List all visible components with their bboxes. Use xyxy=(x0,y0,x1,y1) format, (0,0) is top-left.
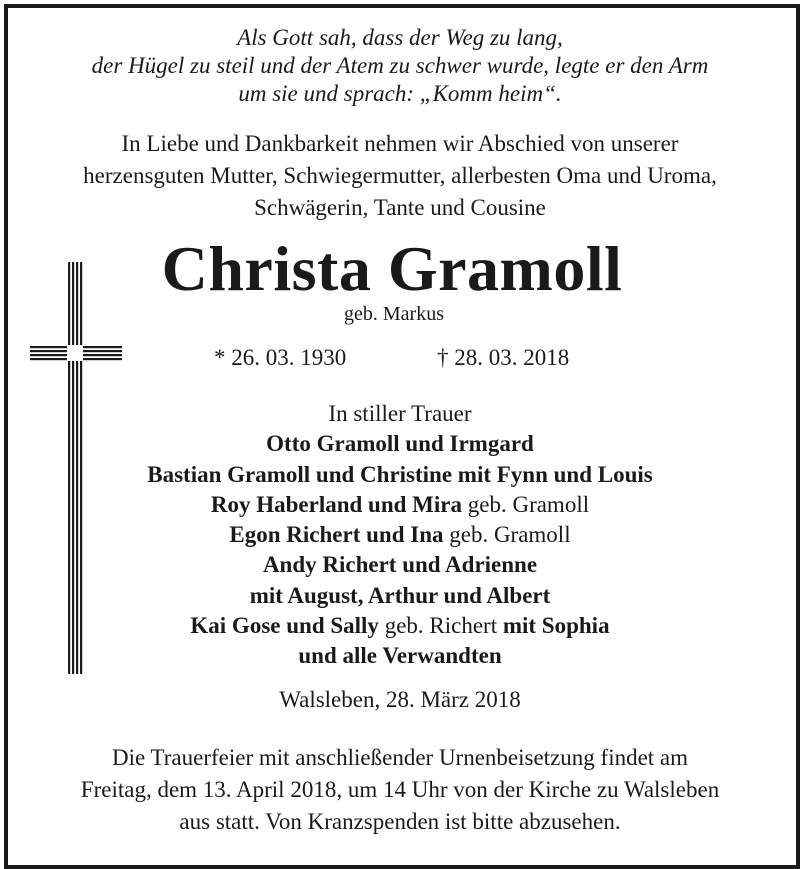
mourner-line xyxy=(0,550,800,580)
mourner-birth-name: geb. Gramoll xyxy=(443,522,571,548)
mourner-birth-name: geb. Gramoll xyxy=(462,491,590,517)
mourner-line xyxy=(0,460,800,490)
deceased-name: Christa Gramoll xyxy=(161,233,623,304)
mourners-list xyxy=(0,399,800,672)
mourner-line xyxy=(0,581,800,611)
mourner-name: Otto Gramoll und Irmgard xyxy=(266,431,534,457)
poem-line: Als Gott sah, dass der Weg zu lang, xyxy=(237,25,563,50)
funeral-info-line: aus statt. Von Kranzspenden ist bitte abzusehen. xyxy=(179,809,621,834)
intro-line: Schwägerin, Tante und Cousine xyxy=(254,195,546,220)
place-date: Walsleben, 28. März 2018 xyxy=(279,687,521,712)
funeral-info-line: Freitag, dem 13. April 2018, um 14 Uhr von der Kirche zu Walsleben xyxy=(80,777,720,802)
mourner-name: Bastian Gramoll und Christine mit Fynn und Louis xyxy=(147,461,653,487)
poem xyxy=(0,24,800,108)
poem-line: der Hügel zu steil und der Atem zu schwer wurde, legte er den Arm xyxy=(91,53,709,78)
mourner-name: Egon Richert und Ina xyxy=(229,522,444,548)
birth-date: * 26. 03. 1930 xyxy=(214,345,347,370)
mourner-name: mit August, Arthur und Albert xyxy=(249,582,551,608)
mourner-name: Roy Haberland und Mira xyxy=(210,491,462,517)
mourner-line xyxy=(0,490,800,520)
mourner-line xyxy=(0,429,800,459)
birth-name: geb. Markus xyxy=(344,303,444,325)
mourners-heading: In stiller Trauer xyxy=(328,401,472,426)
intro-text xyxy=(0,128,800,224)
mourner-line xyxy=(0,641,800,671)
mourner-name: Andy Richert und Adrienne xyxy=(262,552,538,578)
mourner-name: mit Sophia xyxy=(502,613,610,639)
poem-line: um sie und sprach: „Komm heim“. xyxy=(238,81,562,106)
death-date: † 28. 03. 2018 xyxy=(437,345,570,370)
intro-line: In Liebe und Dankbarkeit nehmen wir Abschied von unserer xyxy=(121,131,679,156)
mourner-line xyxy=(0,611,800,641)
funeral-info xyxy=(0,742,800,838)
mourner-line xyxy=(0,520,800,550)
mourner-name: Kai Gose und Sally xyxy=(190,613,379,639)
funeral-info-line: Die Trauerfeier mit anschließender Urnenbeisetzung findet am xyxy=(111,745,689,770)
mourner-name: und alle Verwandten xyxy=(298,643,502,669)
mourner-birth-name: geb. Richert xyxy=(378,613,503,639)
intro-line: herzensguten Mutter, Schwiegermutter, allerbesten Oma und Uroma, xyxy=(83,163,717,188)
